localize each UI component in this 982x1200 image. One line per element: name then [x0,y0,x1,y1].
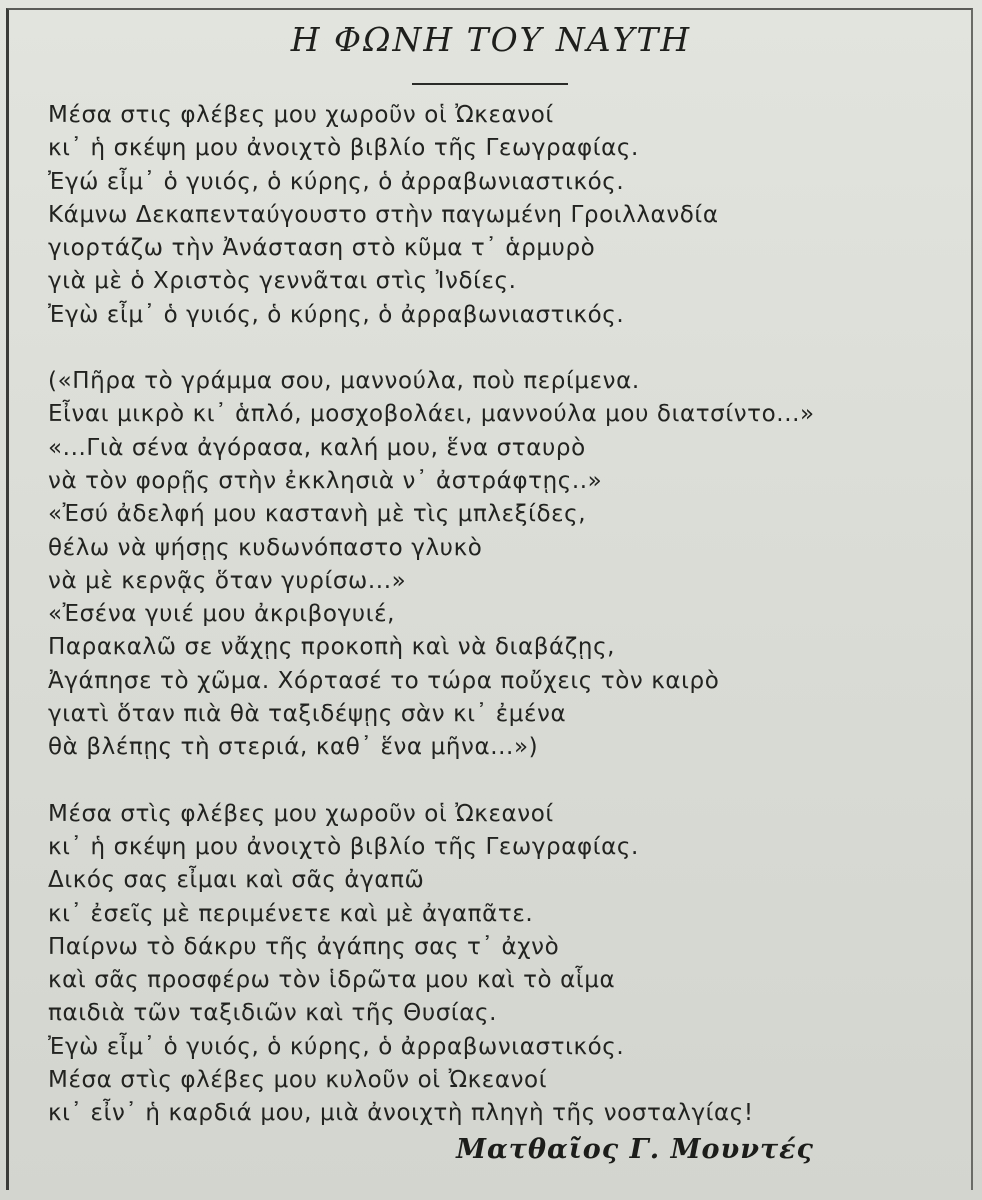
poem-line: Ἐγώ εἶμ᾽ ὁ γυιός, ὁ κύρης, ὁ ἀρραβωνιαστικός. [48,168,625,195]
stanza-1 [48,99,978,332]
poem-line: γιατὶ ὅταν πιὰ θὰ ταξιδέψῃς σὰν κι᾽ ἐμένα [48,701,567,728]
stanza-2 [48,365,978,765]
poem-line: Παίρνω τὸ δάκρυ τῆς ἀγάπης σας τ᾽ ἀχνὸ [48,933,560,960]
poem-line: «Ἐσύ ἀδελφή μου καστανὴ μὲ τὶς μπλεξίδες, [48,501,587,528]
poem-line: θὰ βλέπῃς τὴ στεριά, καθ᾽ ἕνα μῆνα...») [48,734,539,761]
poem-line: («Πῆρα τὸ γράμμα σου, μαννούλα, ποὺ περίμενα. [48,368,640,395]
author-signature: Ματθαῖος Γ. Μουντές [456,1134,814,1165]
poem-line: κι᾽ ἡ σκέψη μου ἀνοιχτὸ βιβλίο τῆς Γεωγραφίας. [48,135,639,162]
poem-line: νὰ τὸν φορῇς στὴν ἐκκλησιὰ ν᾽ ἀστράφτῃς..» [48,467,603,494]
poem-body [48,99,978,1131]
poem-line: Κάμνω Δεκαπενταύγουστο στὴν παγωμένη Γροιλλανδία [48,201,719,228]
poem-line: Ἐγὼ εἶμ᾽ ὁ γυιός, ὁ κύρης, ὁ ἀρραβωνιαστικός. [48,1033,625,1060]
poem-line: γιὰ μὲ ὁ Χριστὸς γεννᾶται στὶς Ἰνδίες. [48,268,517,295]
poem-line: Ἐγὼ εἶμ᾽ ὁ γυιός, ὁ κύρης, ὁ ἀρραβωνιαστικός. [48,301,625,328]
poem-title: Η ΦΩΝΗ ΤΟΥ ΝΑΥΤΗ [290,20,692,59]
poem-line: παιδιὰ τῶν ταξιδιῶν καὶ τῆς Θυσίας. [48,1000,498,1027]
poem-line: Εἶναι μικρὸ κι᾽ ἁπλό, μοσχοβολάει, μαννούλα μου διατσίντο...» [48,401,815,428]
poem-line: «Ἐσένα γυιέ μου ἀκριβογυιέ, [48,601,396,628]
poem-line: κι᾽ ἐσεῖς μὲ περιμένετε καὶ μὲ ἀγαπᾶτε. [48,900,534,927]
title-underline [412,83,568,85]
poem-line: γιορτάζω τὴν Ἀνάσταση στὸ κῦμα τ᾽ ἁρμυρὸ [48,235,596,262]
poem-line: καὶ σᾶς προσφέρω τὸν ἱδρῶτα μου καὶ τὸ αἷμα [48,967,616,994]
poem-line: Δικός σας εἶμαι καὶ σᾶς ἀγαπῶ [48,867,425,894]
poem-line: Μέσα στις φλέβες μου χωροῦν οἱ Ὠκεανοί [48,102,554,128]
poem-line: Ἀγάπησε τὸ χῶμα. Χόρτασέ το τώρα ποὔχεις τὸν καιρὸ [48,667,720,694]
poem-line: Παρακαλῶ σε νἄχῃς προκοπὴ καὶ νὰ διαβάζῃς, [48,634,616,661]
stanza-3 [48,798,978,1131]
poem-line: θέλω νὰ ψήσῃς κυδωνόπαστο γλυκὸ [48,534,483,561]
poem-line: κι᾽ ἡ σκέψη μου ἀνοιχτὸ βιβλίο τῆς Γεωγραφίας. [48,833,639,860]
poem-line: «...Γιὰ σένα ἀγόρασα, καλή μου, ἕνα σταυρὸ [48,434,586,461]
poem-line: κι᾽ εἶν᾽ ἡ καρδιά μου, μιὰ ἀνοιχτὴ πληγὴ τῆς νοσταλγίας! [48,1100,754,1127]
poem-line: νὰ μὲ κερνᾷς ὅταν γυρίσω...» [48,567,407,594]
poem-line: Μέσα στὶς φλέβες μου χωροῦν οἱ Ὠκεανοί [48,800,554,827]
poem-line: Μέσα στὶς φλέβες μου κυλοῦν οἱ Ὠκεανοί [48,1067,548,1094]
